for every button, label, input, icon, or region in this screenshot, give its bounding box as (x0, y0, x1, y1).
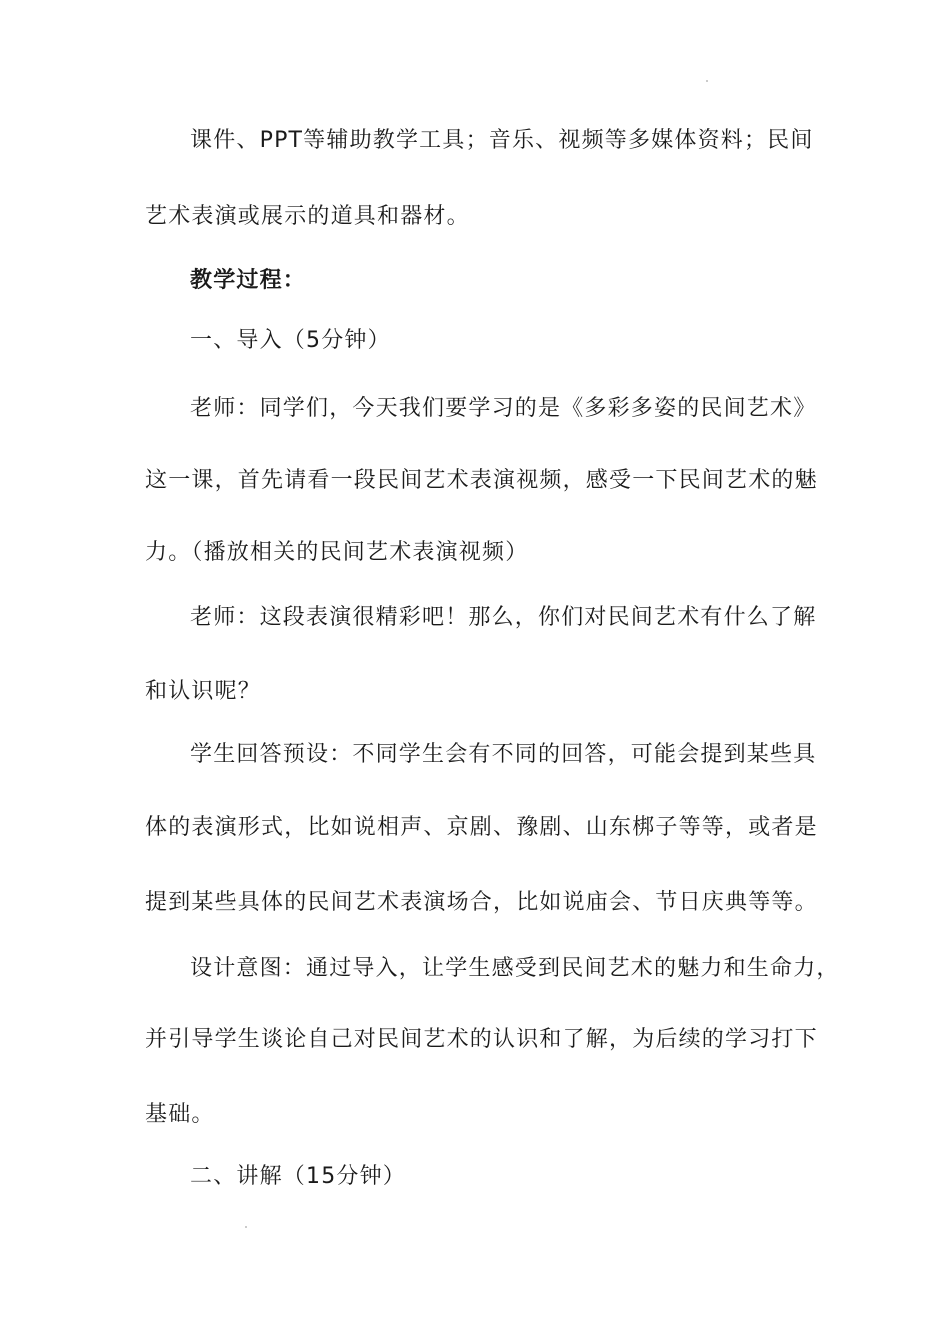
section-heading: 一、导入（5分钟） (190, 328, 391, 353)
paragraph-line: 基础。 (145, 1102, 215, 1127)
scan-speck-top (706, 80, 708, 82)
paragraph-line: 老师：同学们，今天我们要学习的是《多彩多姿的民间艺术》 (190, 396, 817, 421)
paragraph-line: 体的表演形式，比如说相声、京剧、豫剧、山东梆子等等，或者是 (145, 815, 818, 840)
section-heading: 二、讲解（15分钟） (190, 1164, 406, 1189)
section-heading: 教学过程： (190, 268, 307, 293)
paragraph-line: 设计意图：通过导入，让学生感受到民间艺术的魅力和生命力， (190, 956, 840, 981)
paragraph-line: 艺术表演或展示的道具和器材。 (145, 204, 470, 229)
paragraph-line: 学生回答预设：不同学生会有不同的回答，可能会提到某些具 (190, 742, 817, 767)
paragraph-line: 老师：这段表演很精彩吧！那么，你们对民间艺术有什么了解 (190, 605, 817, 630)
paragraph-line: 并引导学生谈论自己对民间艺术的认识和了解，为后续的学习打下 (145, 1027, 818, 1052)
paragraph-line: 力。（播放相关的民间艺术表演视频） (145, 540, 529, 565)
paragraph-line: 提到某些具体的民间艺术表演场合，比如说庙会、节日庆典等等。 (145, 890, 818, 915)
paragraph-line: 课件、PPT等辅助教学工具；音乐、视频等多媒体资料；民间 (190, 128, 814, 153)
paragraph-line: 这一课，首先请看一段民间艺术表演视频，感受一下民间艺术的魅 (145, 468, 818, 493)
paragraph-line: 和认识呢？ (145, 679, 262, 704)
scan-speck-bottom (245, 1226, 247, 1228)
